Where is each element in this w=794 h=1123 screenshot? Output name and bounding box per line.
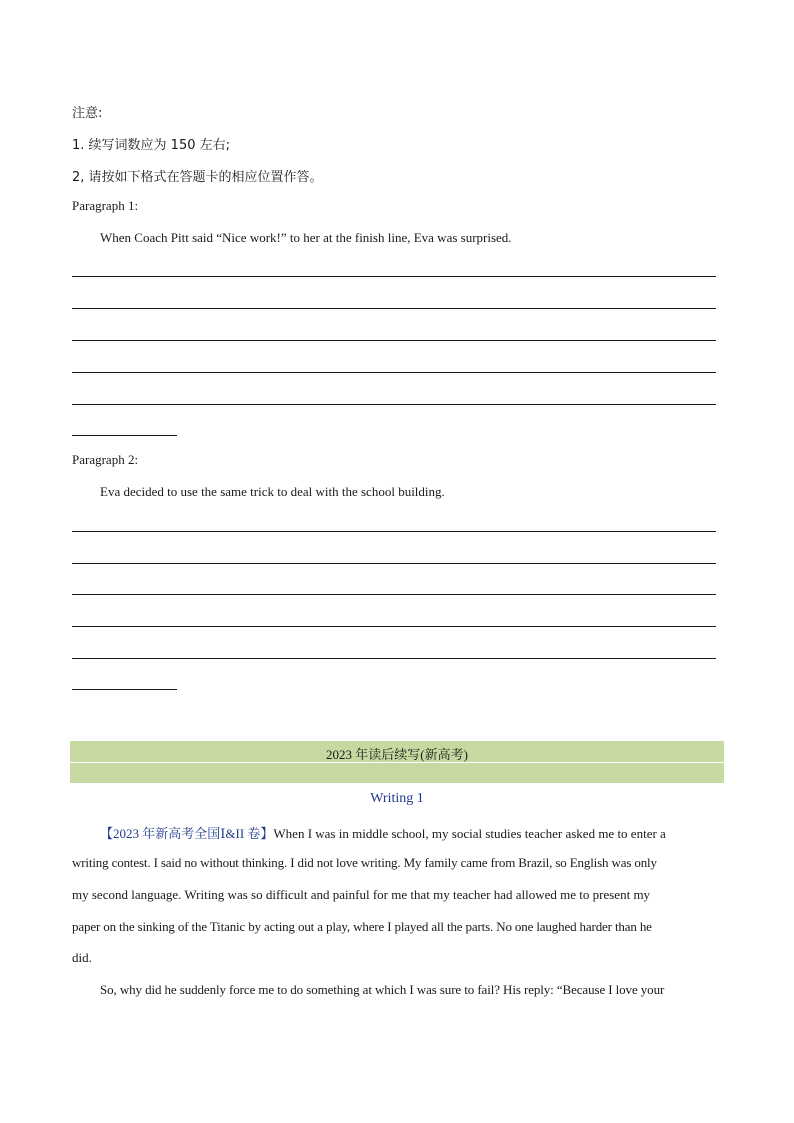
- section-banner: [70, 741, 724, 762]
- notes-item-format: 2, 请按如下格式在答题卡的相应位置作答。: [72, 170, 323, 185]
- answer-line: [72, 531, 716, 532]
- answer-line: [72, 594, 716, 595]
- body-line-2: writing contest. I said no without thinking. I did not love writing. My family came from Brazil, so English was only: [72, 855, 657, 870]
- answer-line: [72, 404, 716, 405]
- answer-line: [72, 626, 716, 627]
- answer-line: [72, 308, 716, 309]
- section-banner-strip: [70, 763, 724, 783]
- answer-line-short: [72, 435, 177, 436]
- writing-title: Writing 1: [370, 791, 424, 806]
- paragraph1-label: Paragraph 1:: [72, 198, 139, 213]
- notes-heading: 注意:: [72, 106, 103, 121]
- answer-line: [72, 658, 716, 659]
- paragraph1-starter: When Coach Pitt said “Nice work!” to her at the finish line, Eva was surprised.: [100, 230, 512, 245]
- notes-item-word-count: 1. 续写词数应为 150 左右;: [72, 138, 230, 153]
- body-line-4: paper on the sinking of the Titanic by acting out a play, where I played all the parts. No one laughed harder than he: [72, 919, 652, 934]
- answer-line: [72, 340, 716, 341]
- answer-line: [72, 372, 716, 373]
- section-banner-title: 2023 年读后续写(新高考): [326, 747, 468, 762]
- answer-line: [72, 563, 716, 564]
- answer-line: [72, 276, 716, 277]
- paragraph2-label: Paragraph 2:: [72, 452, 139, 467]
- body-line-text: When I was in middle school, my social studies teacher asked me to enter a: [273, 826, 666, 841]
- source-tag: 【2023 年新高考全国Ⅰ&II 卷】: [100, 826, 274, 841]
- body-second-paragraph: So, why did he suddenly force me to do something at which I was sure to fail? His reply: “Because I love your: [100, 982, 665, 997]
- paragraph2-starter: Eva decided to use the same trick to deal with the school building.: [100, 484, 445, 499]
- body-line-5: did.: [72, 950, 92, 965]
- body-line-1: [100, 823, 718, 842]
- answer-line-short: [72, 689, 177, 690]
- body-line-3: my second language. Writing was so difficult and painful for me that my teacher had allowed me to present my: [72, 887, 651, 902]
